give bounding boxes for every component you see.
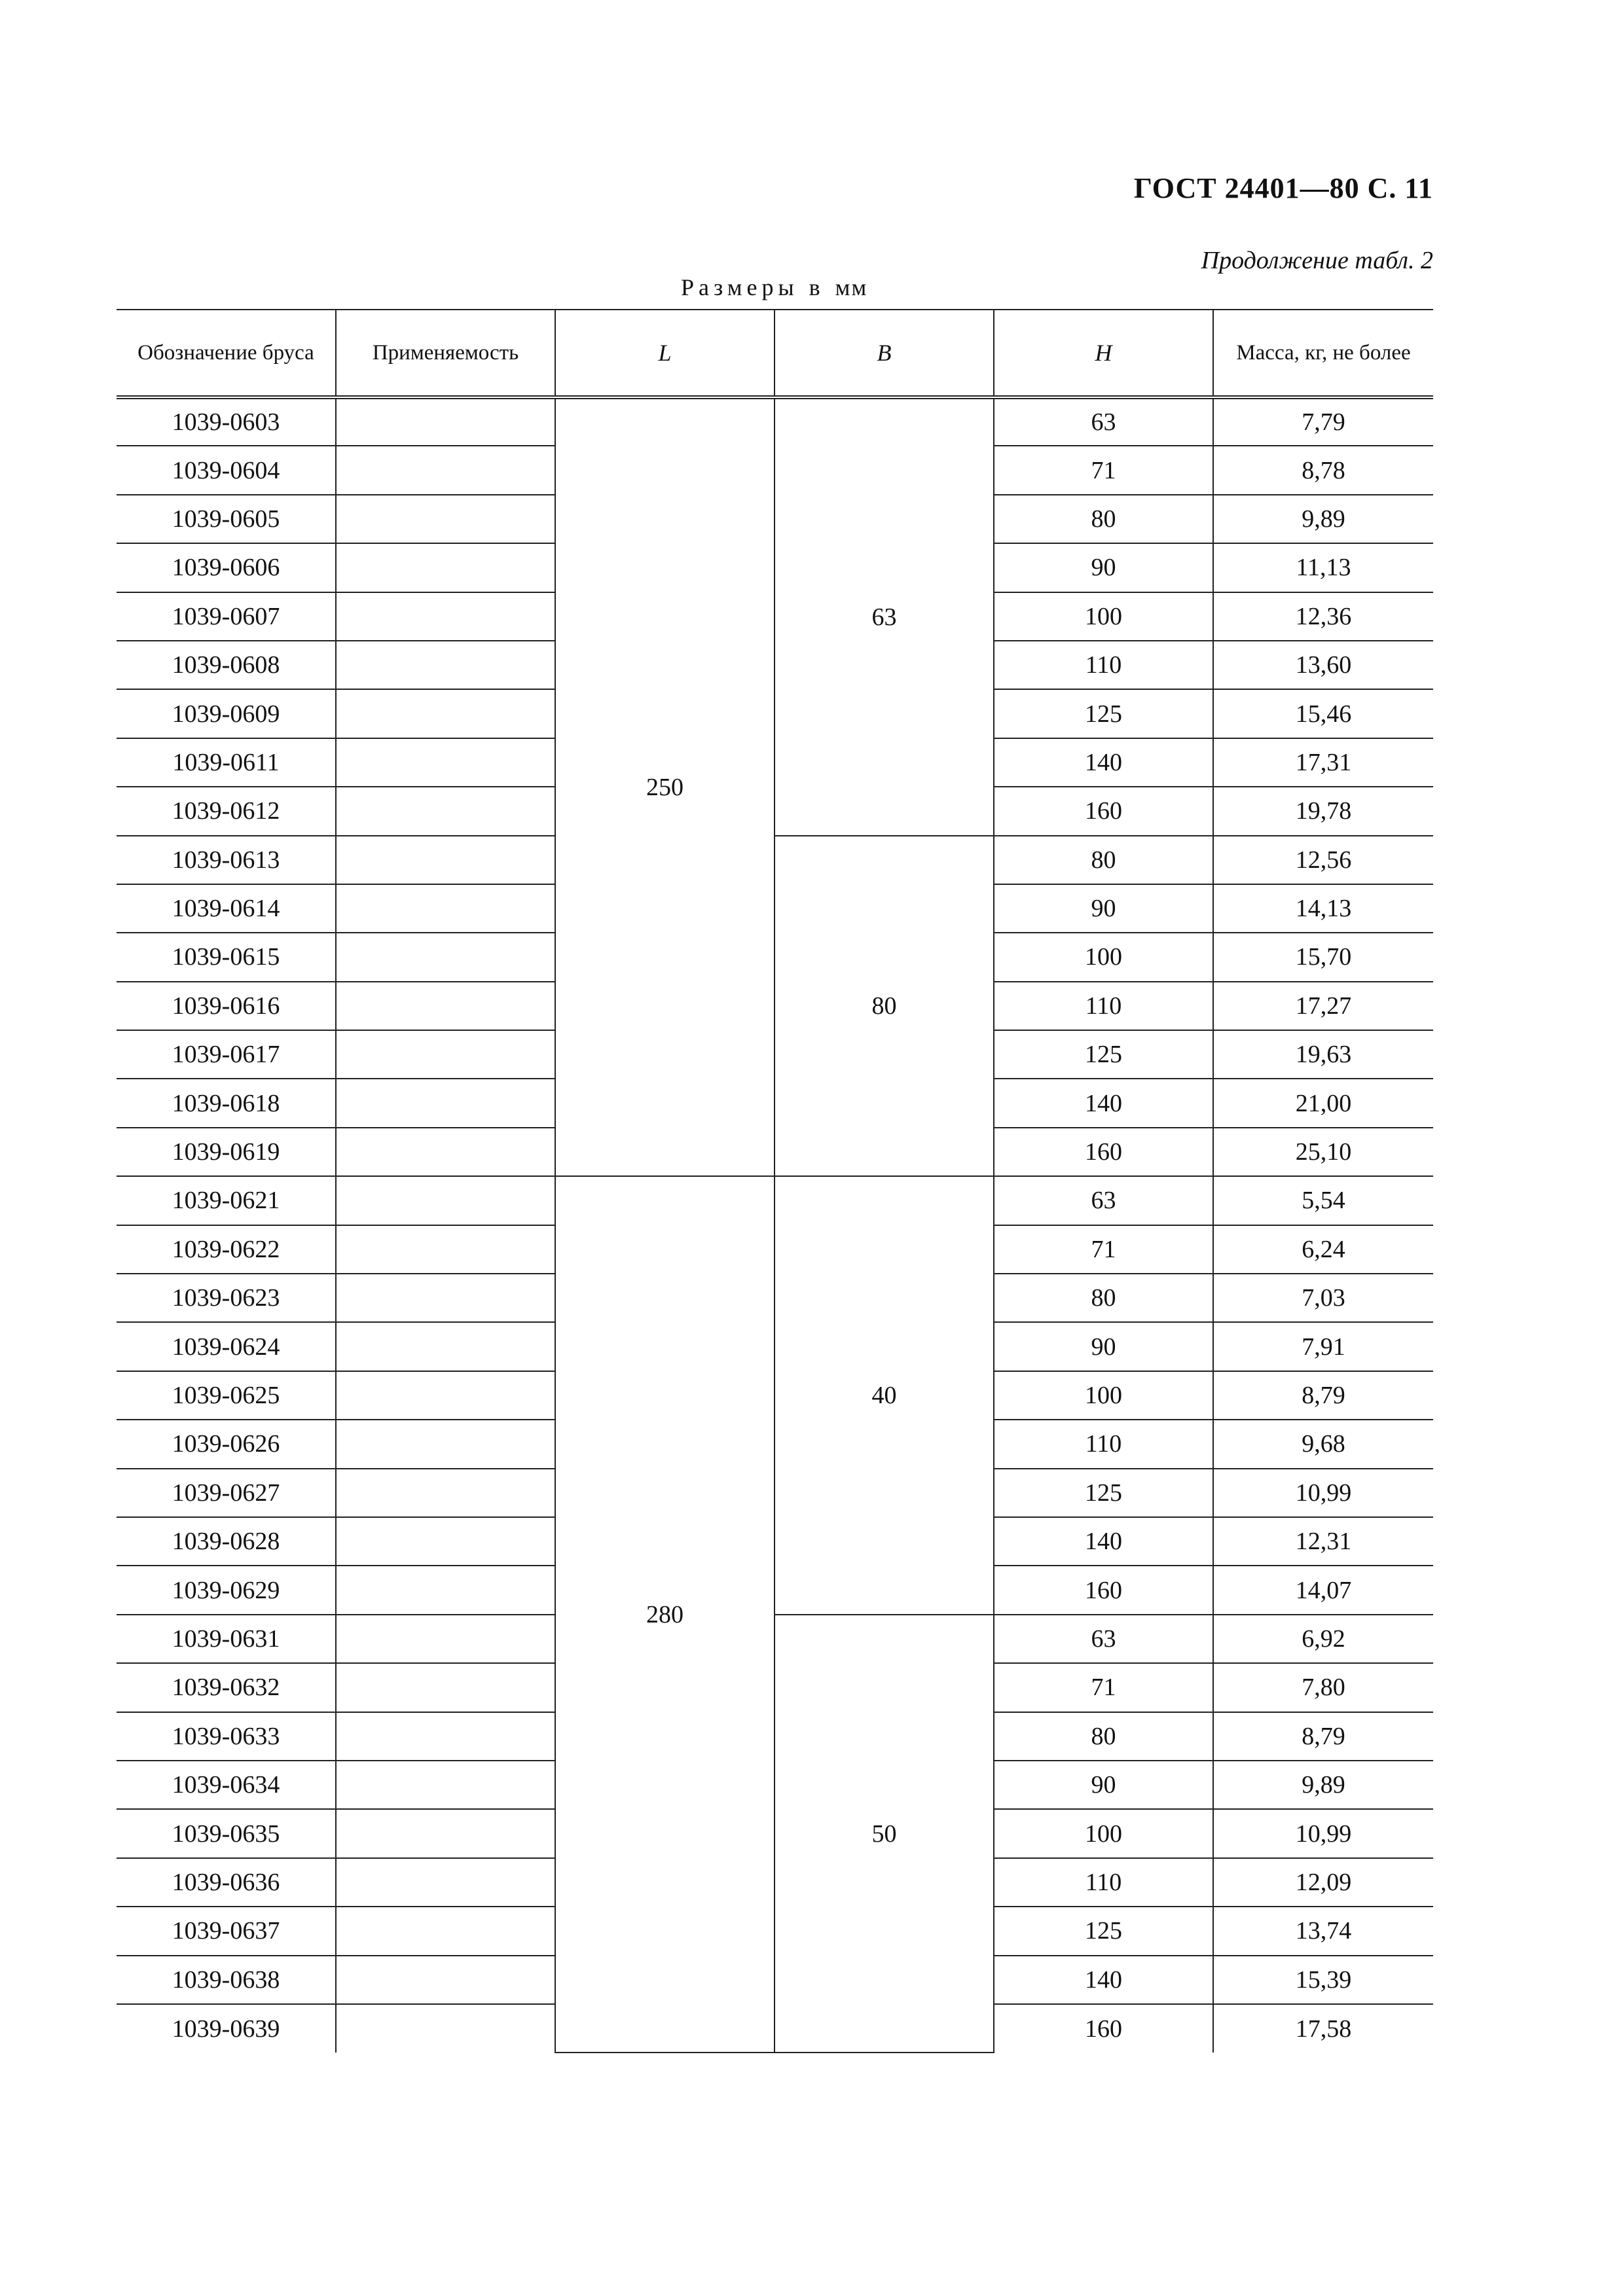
cell-applicability xyxy=(336,1176,555,1225)
cell-H: 100 xyxy=(994,1809,1213,1857)
cell-mass: 12,36 xyxy=(1213,592,1433,641)
cell-applicability xyxy=(336,641,555,689)
cell-H: 140 xyxy=(994,1079,1213,1127)
dimensions-table xyxy=(117,309,1433,2053)
col-header-applicability: Применяемость xyxy=(336,310,555,397)
cell-mass: 13,74 xyxy=(1213,1907,1433,1955)
cell-mass: 15,39 xyxy=(1213,1956,1433,2004)
cell-applicability xyxy=(336,592,555,641)
cell-H: 63 xyxy=(994,1176,1213,1225)
cell-mass: 12,31 xyxy=(1213,1517,1433,1566)
table-continuation-note: Продолжение табл. 2 xyxy=(1201,247,1433,274)
cell-mass: 15,46 xyxy=(1213,689,1433,738)
cell-designation: 1039-0612 xyxy=(117,787,336,835)
cell-mass: 19,78 xyxy=(1213,787,1433,835)
cell-mass: 7,79 xyxy=(1213,397,1433,446)
cell-mass: 13,60 xyxy=(1213,641,1433,689)
cell-H: 110 xyxy=(994,641,1213,689)
cell-applicability xyxy=(336,1322,555,1371)
cell-designation: 1039-0625 xyxy=(117,1371,336,1420)
cell-mass: 6,92 xyxy=(1213,1615,1433,1663)
cell-H: 110 xyxy=(994,982,1213,1030)
cell-applicability xyxy=(336,1128,555,1176)
cell-applicability xyxy=(336,1761,555,1809)
cell-designation: 1039-0609 xyxy=(117,689,336,738)
cell-applicability xyxy=(336,933,555,981)
cell-H: 110 xyxy=(994,1858,1213,1907)
cell-B: 40 xyxy=(775,1176,994,1615)
cell-applicability xyxy=(336,1712,555,1761)
cell-mass: 8,79 xyxy=(1213,1712,1433,1761)
cell-mass: 17,27 xyxy=(1213,982,1433,1030)
cell-H: 125 xyxy=(994,1907,1213,1955)
units-caption xyxy=(681,274,867,301)
cell-designation: 1039-0613 xyxy=(117,836,336,884)
cell-applicability xyxy=(336,1907,555,1955)
cell-designation: 1039-0607 xyxy=(117,592,336,641)
cell-L: 250 xyxy=(555,397,775,1176)
cell-mass: 8,78 xyxy=(1213,446,1433,494)
cell-H: 71 xyxy=(994,1225,1213,1274)
cell-applicability xyxy=(336,1858,555,1907)
cell-H: 80 xyxy=(994,1274,1213,1322)
cell-designation: 1039-0611 xyxy=(117,738,336,787)
cell-designation: 1039-0628 xyxy=(117,1517,336,1566)
cell-H: 90 xyxy=(994,884,1213,933)
cell-H: 160 xyxy=(994,1128,1213,1176)
units-mm: мм xyxy=(835,274,868,300)
cell-designation: 1039-0627 xyxy=(117,1469,336,1517)
cell-B: 50 xyxy=(775,1615,994,2053)
cell-H: 140 xyxy=(994,1517,1213,1566)
cell-applicability xyxy=(336,2004,555,2053)
cell-B: 80 xyxy=(775,836,994,1177)
col-header-designation: Обозначение бруса xyxy=(117,310,336,397)
cell-applicability xyxy=(336,543,555,592)
cell-designation: 1039-0629 xyxy=(117,1566,336,1614)
cell-mass: 17,31 xyxy=(1213,738,1433,787)
cell-H: 71 xyxy=(994,1663,1213,1712)
table-row xyxy=(117,1176,1433,1225)
cell-H: 160 xyxy=(994,787,1213,835)
cell-applicability xyxy=(336,982,555,1030)
cell-B: 63 xyxy=(775,397,994,836)
cell-mass: 14,13 xyxy=(1213,884,1433,933)
cell-H: 140 xyxy=(994,738,1213,787)
cell-applicability xyxy=(336,738,555,787)
cell-designation: 1039-0623 xyxy=(117,1274,336,1322)
cell-designation: 1039-0631 xyxy=(117,1615,336,1663)
cell-designation: 1039-0604 xyxy=(117,446,336,494)
cell-mass: 9,68 xyxy=(1213,1420,1433,1468)
cell-applicability xyxy=(336,1517,555,1566)
cell-designation: 1039-0615 xyxy=(117,933,336,981)
table-body xyxy=(117,397,1433,2053)
cell-applicability xyxy=(336,689,555,738)
cell-H: 140 xyxy=(994,1956,1213,2004)
cell-H: 80 xyxy=(994,495,1213,543)
cell-H: 100 xyxy=(994,933,1213,981)
cell-mass: 8,79 xyxy=(1213,1371,1433,1420)
cell-mass: 10,99 xyxy=(1213,1469,1433,1517)
cell-applicability xyxy=(336,884,555,933)
cell-mass: 14,07 xyxy=(1213,1566,1433,1614)
cell-L: 280 xyxy=(555,1176,775,2053)
cell-H: 160 xyxy=(994,2004,1213,2053)
cell-mass: 11,13 xyxy=(1213,543,1433,592)
cell-mass: 19,63 xyxy=(1213,1030,1433,1079)
cell-designation: 1039-0632 xyxy=(117,1663,336,1712)
cell-applicability xyxy=(336,1956,555,2004)
cell-H: 80 xyxy=(994,836,1213,884)
cell-H: 110 xyxy=(994,1420,1213,1468)
cell-designation: 1039-0605 xyxy=(117,495,336,543)
cell-designation: 1039-0614 xyxy=(117,884,336,933)
cell-H: 125 xyxy=(994,1469,1213,1517)
cell-applicability xyxy=(336,1225,555,1274)
cell-H: 125 xyxy=(994,689,1213,738)
cell-mass: 7,91 xyxy=(1213,1322,1433,1371)
cell-applicability xyxy=(336,1615,555,1663)
cell-applicability xyxy=(336,1663,555,1712)
cell-applicability xyxy=(336,1420,555,1468)
cell-designation: 1039-0621 xyxy=(117,1176,336,1225)
cell-applicability xyxy=(336,446,555,494)
cell-designation: 1039-0616 xyxy=(117,982,336,1030)
table-row xyxy=(117,397,1433,446)
units-prefix: Размеры в xyxy=(681,274,825,300)
col-header-L: L xyxy=(555,310,775,397)
cell-mass: 9,89 xyxy=(1213,495,1433,543)
cell-designation: 1039-0603 xyxy=(117,397,336,446)
cell-H: 71 xyxy=(994,446,1213,494)
cell-mass: 7,80 xyxy=(1213,1663,1433,1712)
cell-applicability xyxy=(336,1274,555,1322)
cell-designation: 1039-0636 xyxy=(117,1858,336,1907)
cell-designation: 1039-0606 xyxy=(117,543,336,592)
cell-H: 63 xyxy=(994,1615,1213,1663)
table-row xyxy=(117,1615,1433,1663)
cell-designation: 1039-0639 xyxy=(117,2004,336,2053)
cell-H: 125 xyxy=(994,1030,1213,1079)
cell-applicability xyxy=(336,1809,555,1857)
table-header-row xyxy=(117,310,1433,397)
cell-mass: 12,56 xyxy=(1213,836,1433,884)
cell-mass: 10,99 xyxy=(1213,1809,1433,1857)
cell-mass: 6,24 xyxy=(1213,1225,1433,1274)
cell-designation: 1039-0634 xyxy=(117,1761,336,1809)
cell-applicability xyxy=(336,1566,555,1614)
cell-mass: 9,89 xyxy=(1213,1761,1433,1809)
cell-applicability xyxy=(336,1469,555,1517)
cell-applicability xyxy=(336,787,555,835)
cell-designation: 1039-0635 xyxy=(117,1809,336,1857)
cell-mass: 25,10 xyxy=(1213,1128,1433,1176)
cell-H: 100 xyxy=(994,1371,1213,1420)
cell-H: 90 xyxy=(994,1761,1213,1809)
cell-H: 63 xyxy=(994,397,1213,446)
col-header-B: B xyxy=(775,310,994,397)
cell-designation: 1039-0618 xyxy=(117,1079,336,1127)
cell-applicability xyxy=(336,836,555,884)
cell-designation: 1039-0608 xyxy=(117,641,336,689)
cell-H: 100 xyxy=(994,592,1213,641)
cell-H: 90 xyxy=(994,1322,1213,1371)
cell-mass: 17,58 xyxy=(1213,2004,1433,2053)
cell-designation: 1039-0633 xyxy=(117,1712,336,1761)
cell-designation: 1039-0622 xyxy=(117,1225,336,1274)
cell-applicability xyxy=(336,1079,555,1127)
cell-designation: 1039-0617 xyxy=(117,1030,336,1079)
cell-designation: 1039-0638 xyxy=(117,1956,336,2004)
cell-applicability xyxy=(336,397,555,446)
cell-applicability xyxy=(336,495,555,543)
cell-mass: 5,54 xyxy=(1213,1176,1433,1225)
table-row xyxy=(117,836,1433,884)
page-header-title: ГОСТ 24401—80 С. 11 xyxy=(1133,172,1433,204)
cell-mass: 12,09 xyxy=(1213,1858,1433,1907)
cell-designation: 1039-0626 xyxy=(117,1420,336,1468)
col-header-H: H xyxy=(994,310,1213,397)
cell-H: 160 xyxy=(994,1566,1213,1614)
cell-H: 80 xyxy=(994,1712,1213,1761)
cell-applicability xyxy=(336,1030,555,1079)
cell-mass: 15,70 xyxy=(1213,933,1433,981)
col-header-mass: Масса, кг, не более xyxy=(1213,310,1433,397)
cell-H: 90 xyxy=(994,543,1213,592)
cell-designation: 1039-0637 xyxy=(117,1907,336,1955)
cell-designation: 1039-0619 xyxy=(117,1128,336,1176)
cell-mass: 21,00 xyxy=(1213,1079,1433,1127)
cell-designation: 1039-0624 xyxy=(117,1322,336,1371)
cell-mass: 7,03 xyxy=(1213,1274,1433,1322)
cell-applicability xyxy=(336,1371,555,1420)
